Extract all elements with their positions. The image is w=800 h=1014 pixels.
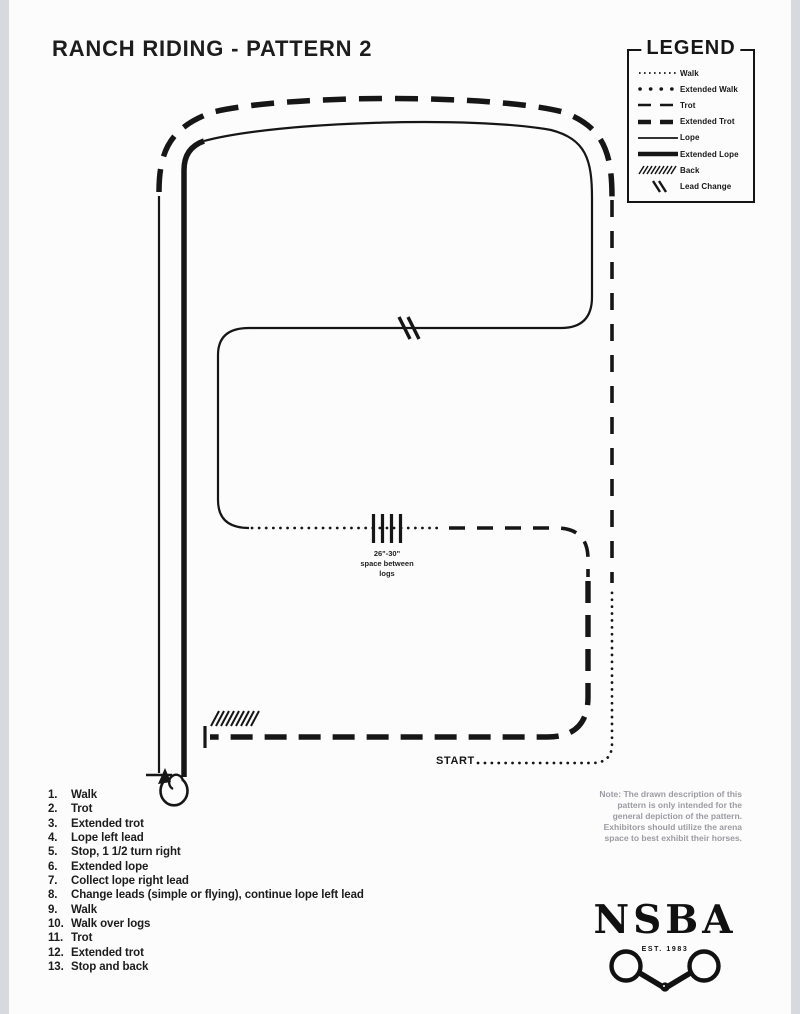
item-number: 9. bbox=[48, 903, 58, 916]
item-label: Lope left lead bbox=[71, 832, 144, 845]
path-extended-lope-up bbox=[184, 141, 204, 777]
item-number: 7. bbox=[48, 875, 58, 888]
legend-label: Trot bbox=[680, 100, 696, 110]
item-label: Extended trot bbox=[71, 817, 144, 830]
item-number: 5. bbox=[48, 846, 58, 859]
item-number: 6. bbox=[48, 860, 58, 873]
maneuver-list bbox=[48, 788, 364, 974]
item-label: Trot bbox=[71, 932, 93, 945]
item-label: Stop and back bbox=[71, 961, 149, 974]
item-number: 2. bbox=[48, 803, 58, 816]
list-item bbox=[48, 946, 364, 960]
item-number: 13. bbox=[48, 961, 64, 974]
note-line: Note: The drawn description of this bbox=[599, 789, 742, 799]
legend-label: Extended Trot bbox=[680, 117, 735, 127]
nsba-wordmark: NSBA bbox=[593, 897, 737, 943]
legend-label: Extended Walk bbox=[680, 84, 738, 94]
item-number: 10. bbox=[48, 918, 64, 931]
note-line: Exhibitors should utilize the arena bbox=[603, 822, 742, 832]
item-label: Extended lope bbox=[71, 860, 149, 873]
item-number: 8. bbox=[48, 889, 58, 902]
list-item bbox=[48, 874, 364, 888]
list-item bbox=[48, 960, 364, 974]
list-item bbox=[48, 845, 364, 859]
legend-label: Walk bbox=[680, 68, 699, 78]
nsba-logo bbox=[583, 897, 747, 953]
disclaimer-note bbox=[520, 789, 742, 844]
item-number: 4. bbox=[48, 832, 58, 845]
list-item bbox=[48, 903, 364, 917]
list-item bbox=[48, 888, 364, 902]
logs-label-line1: 26"-30" bbox=[373, 549, 401, 558]
legend-label: Extended Lope bbox=[680, 149, 739, 159]
item-label: Walk bbox=[71, 789, 98, 801]
item-label: Walk bbox=[71, 903, 98, 916]
nsba-est-text: EST. 1983 bbox=[641, 946, 689, 953]
item-label: Walk over logs bbox=[71, 918, 151, 931]
logs-label-line3: logs bbox=[379, 569, 395, 578]
legend-label: Lope bbox=[680, 133, 700, 143]
logs-label-line2: space between bbox=[360, 559, 414, 568]
list-item bbox=[48, 931, 364, 945]
path-extended-trot-bottom bbox=[210, 581, 588, 737]
item-label: Trot bbox=[71, 803, 93, 816]
item-label: Stop, 1 1/2 turn right bbox=[71, 846, 181, 859]
start-label: START bbox=[436, 755, 475, 767]
path-extended-trot-top bbox=[159, 99, 612, 199]
item-label: Change leads (simple or flying), continue lope left lead bbox=[71, 889, 364, 902]
legend-label: Lead Change bbox=[680, 181, 732, 191]
item-label: Extended trot bbox=[71, 946, 144, 959]
list-item bbox=[48, 802, 364, 816]
list-item bbox=[48, 788, 364, 802]
note-line: pattern is only intended for the bbox=[617, 800, 742, 810]
item-label: Collect lope right lead bbox=[71, 875, 189, 888]
note-line: space to best exhibit their horses. bbox=[604, 833, 742, 843]
item-number: 11. bbox=[48, 932, 64, 945]
legend-label: Back bbox=[680, 165, 700, 175]
item-number: 12. bbox=[48, 946, 64, 959]
legend-title: LEGEND bbox=[641, 37, 740, 60]
list-item bbox=[48, 831, 364, 845]
note-line: general depiction of the pattern. bbox=[612, 811, 742, 821]
path-lope-loop bbox=[204, 122, 592, 528]
path-trot-mid bbox=[449, 528, 588, 577]
back-hatch-marks bbox=[211, 711, 259, 726]
page-title: RANCH RIDING - PATTERN 2 bbox=[52, 36, 373, 61]
list-item bbox=[48, 917, 364, 931]
list-item bbox=[48, 817, 364, 831]
list-item bbox=[48, 860, 364, 874]
item-number: 3. bbox=[48, 817, 58, 830]
logs-spacing-label bbox=[337, 549, 437, 579]
item-number: 1. bbox=[48, 789, 58, 801]
